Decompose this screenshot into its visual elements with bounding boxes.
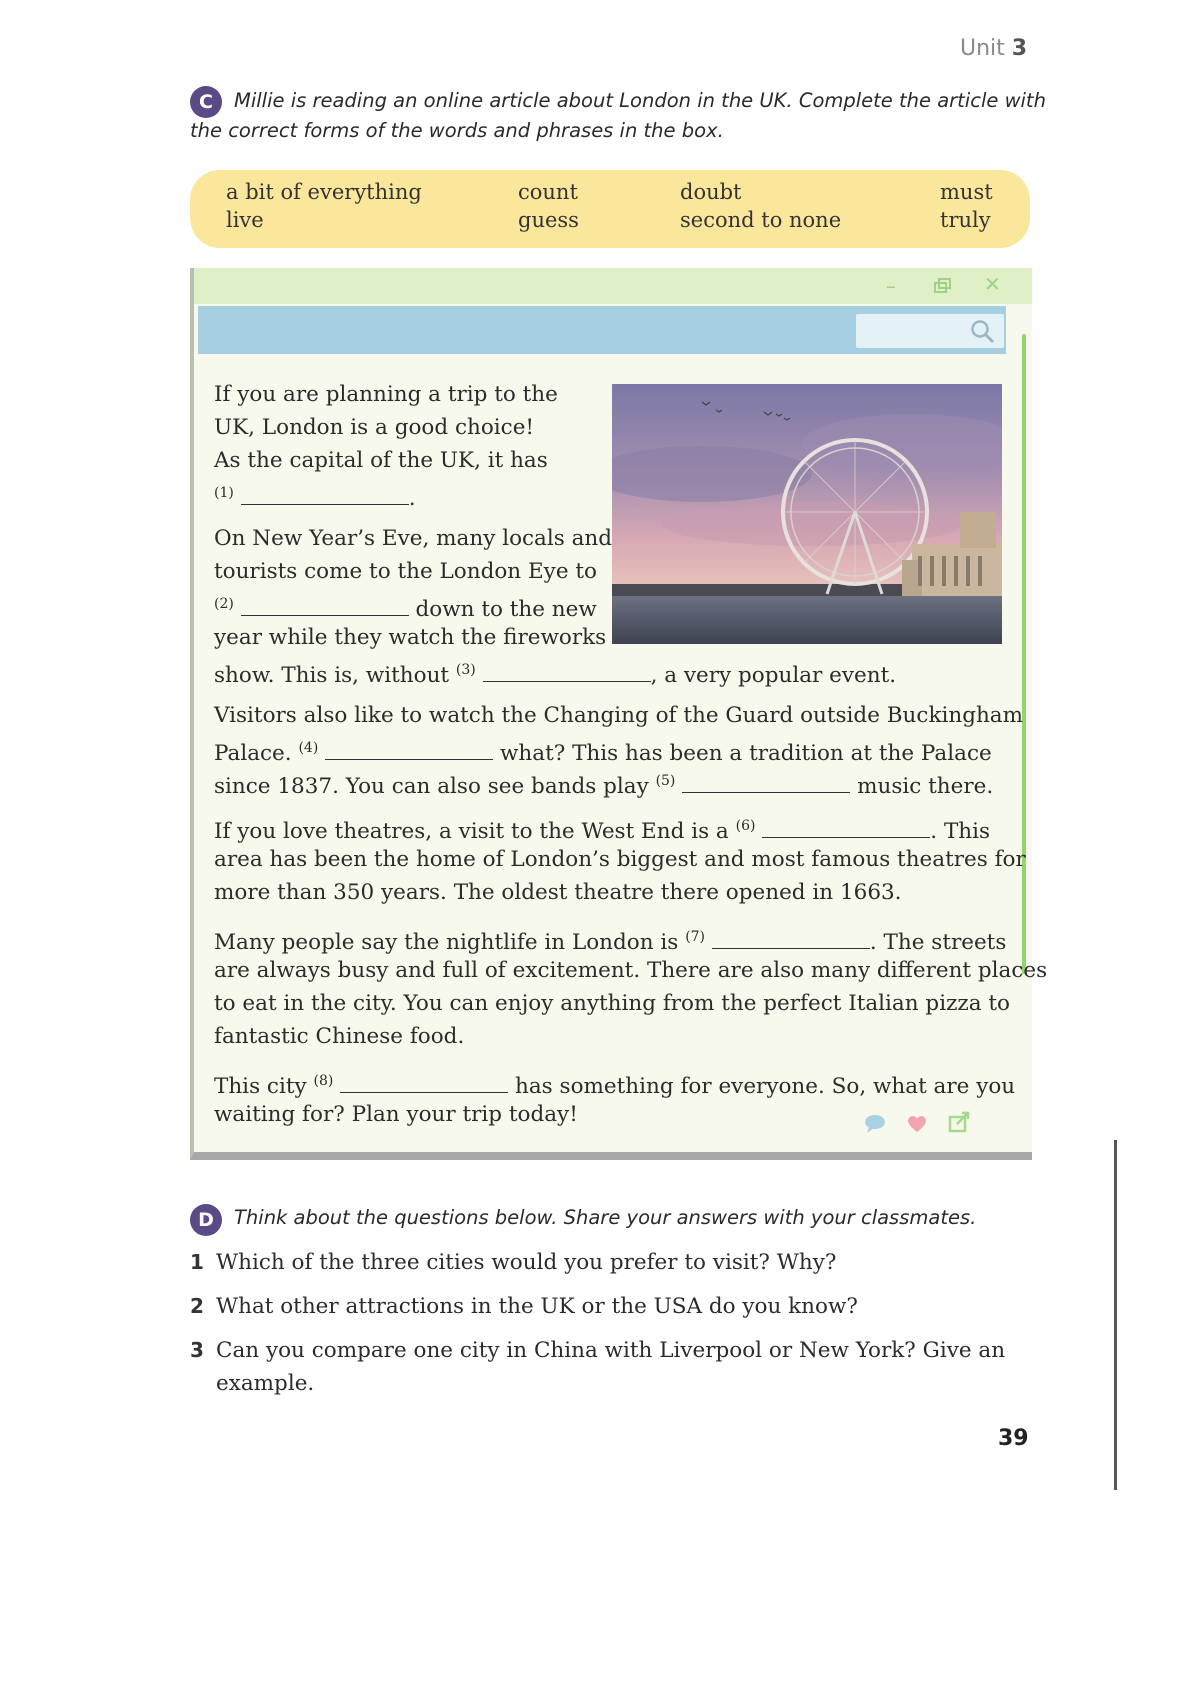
article-line: show. This is, without $^{(3)}$ , a very popular event. bbox=[214, 654, 896, 692]
page-number: 39 bbox=[998, 1426, 1029, 1451]
article-line: UK, London is a good choice! bbox=[214, 415, 535, 440]
question-number: 2 bbox=[190, 1294, 204, 1318]
heart-icon[interactable] bbox=[906, 1114, 928, 1134]
share-icon[interactable] bbox=[948, 1110, 972, 1134]
question-number: 1 bbox=[190, 1250, 204, 1274]
question-text: Which of the three cities would you prefer to visit? Why? bbox=[216, 1250, 837, 1275]
unit-header bbox=[960, 36, 1027, 61]
section-c-instruction-line2: the correct forms of the words and phrases in the box. bbox=[190, 119, 724, 142]
question-text: Can you compare one city in China with Liverpool or New York? Give an bbox=[216, 1338, 1006, 1363]
answer-blank-8[interactable] bbox=[340, 1070, 508, 1093]
word-box-item: count bbox=[518, 180, 578, 204]
word-box-item: live bbox=[226, 208, 264, 232]
blank-number-4: (4) bbox=[298, 740, 319, 756]
article-line: If you love theatres, a visit to the West End is a $^{(6)}$ . This bbox=[214, 810, 990, 848]
answer-blank-5[interactable] bbox=[682, 770, 850, 793]
restore-icon[interactable] bbox=[934, 278, 952, 298]
article-line: On New Year’s Eve, many locals and bbox=[214, 526, 613, 551]
article-line: Palace. $^{(4)}$ what? This has been a tradition at the Palace bbox=[214, 732, 992, 770]
article-line: year while they watch the fireworks bbox=[214, 625, 607, 650]
word-box-item: a bit of everything bbox=[226, 180, 422, 204]
article-line: area has been the home of London’s biggest and most famous theatres for bbox=[214, 847, 1026, 872]
answer-blank-7[interactable] bbox=[712, 926, 870, 949]
blank-number-6: (6) bbox=[735, 818, 756, 834]
section-d-instruction: Think about the questions below. Share your answers with your classmates. bbox=[234, 1206, 977, 1229]
article-line: since 1837. You can also see bands play $^{(5)}$ music there. bbox=[214, 765, 993, 803]
article-line: $^{(2)}$ down to the new bbox=[214, 588, 597, 626]
answer-blank-6[interactable] bbox=[762, 815, 930, 838]
article-line: As the capital of the UK, it has bbox=[214, 448, 548, 473]
london-eye-photo bbox=[612, 384, 1002, 644]
article-line: Many people say the nightlife in London is $^{(7)}$ . The streets bbox=[214, 921, 1006, 959]
article-line: are always busy and full of excitement. There are also many different places bbox=[214, 958, 1048, 983]
blank-number-3: (3) bbox=[455, 662, 476, 678]
section-c-instruction-line1: Millie is reading an online article about London in the UK. Complete the article with bbox=[234, 89, 1046, 112]
minimize-icon[interactable]: – bbox=[886, 274, 896, 298]
question-number: 3 bbox=[190, 1338, 204, 1362]
word-box-item: must bbox=[940, 180, 993, 204]
blank-number-5: (5) bbox=[655, 773, 676, 789]
section-c-badge: C bbox=[190, 86, 222, 118]
blank-number-7: (7) bbox=[685, 929, 706, 945]
article-line: waiting for? Plan your trip today! bbox=[214, 1102, 578, 1127]
scrollbar[interactable] bbox=[1022, 334, 1026, 974]
answer-blank-4[interactable] bbox=[325, 737, 493, 760]
article-line: Visitors also like to watch the Changing of the Guard outside Buckingham bbox=[214, 703, 1024, 728]
page-edge-line bbox=[1114, 1140, 1117, 1490]
word-box-item: guess bbox=[518, 208, 579, 232]
article-line: If you are planning a trip to the bbox=[214, 382, 558, 407]
article-line: to eat in the city. You can enjoy anything from the perfect Italian pizza to bbox=[214, 991, 1010, 1016]
word-box-item: second to none bbox=[680, 208, 842, 232]
word-box-item: doubt bbox=[680, 180, 742, 204]
comment-icon[interactable] bbox=[864, 1114, 886, 1134]
blank-number-8: (8) bbox=[313, 1073, 334, 1089]
section-d-badge: D bbox=[190, 1204, 222, 1236]
article-line: $^{(1)}$ . bbox=[214, 477, 416, 515]
word-box bbox=[190, 170, 1030, 248]
close-icon[interactable]: ✕ bbox=[984, 272, 1001, 296]
question-text-continued: example. bbox=[216, 1371, 315, 1396]
article-line: more than 350 years. The oldest theatre there opened in 1663. bbox=[214, 880, 902, 905]
article-line: fantastic Chinese food. bbox=[214, 1024, 465, 1049]
unit-label: Unit bbox=[960, 36, 1005, 61]
word-box-item: truly bbox=[940, 208, 991, 232]
answer-blank-3[interactable] bbox=[483, 659, 651, 682]
article-line: This city $^{(8)}$ has something for everyone. So, what are you bbox=[214, 1065, 1015, 1103]
question-text: What other attractions in the UK or the USA do you know? bbox=[216, 1294, 858, 1319]
window-title-bar bbox=[194, 268, 1032, 304]
answer-blank-2[interactable] bbox=[241, 593, 409, 616]
answer-blank-1[interactable] bbox=[241, 482, 409, 505]
article-line: tourists come to the London Eye to bbox=[214, 559, 597, 584]
search-icon[interactable] bbox=[970, 319, 996, 345]
blank-number-1: (1) bbox=[214, 485, 234, 501]
blank-number-2: (2) bbox=[214, 596, 234, 612]
search-input[interactable] bbox=[856, 314, 1004, 348]
unit-number: 3 bbox=[1011, 36, 1028, 61]
